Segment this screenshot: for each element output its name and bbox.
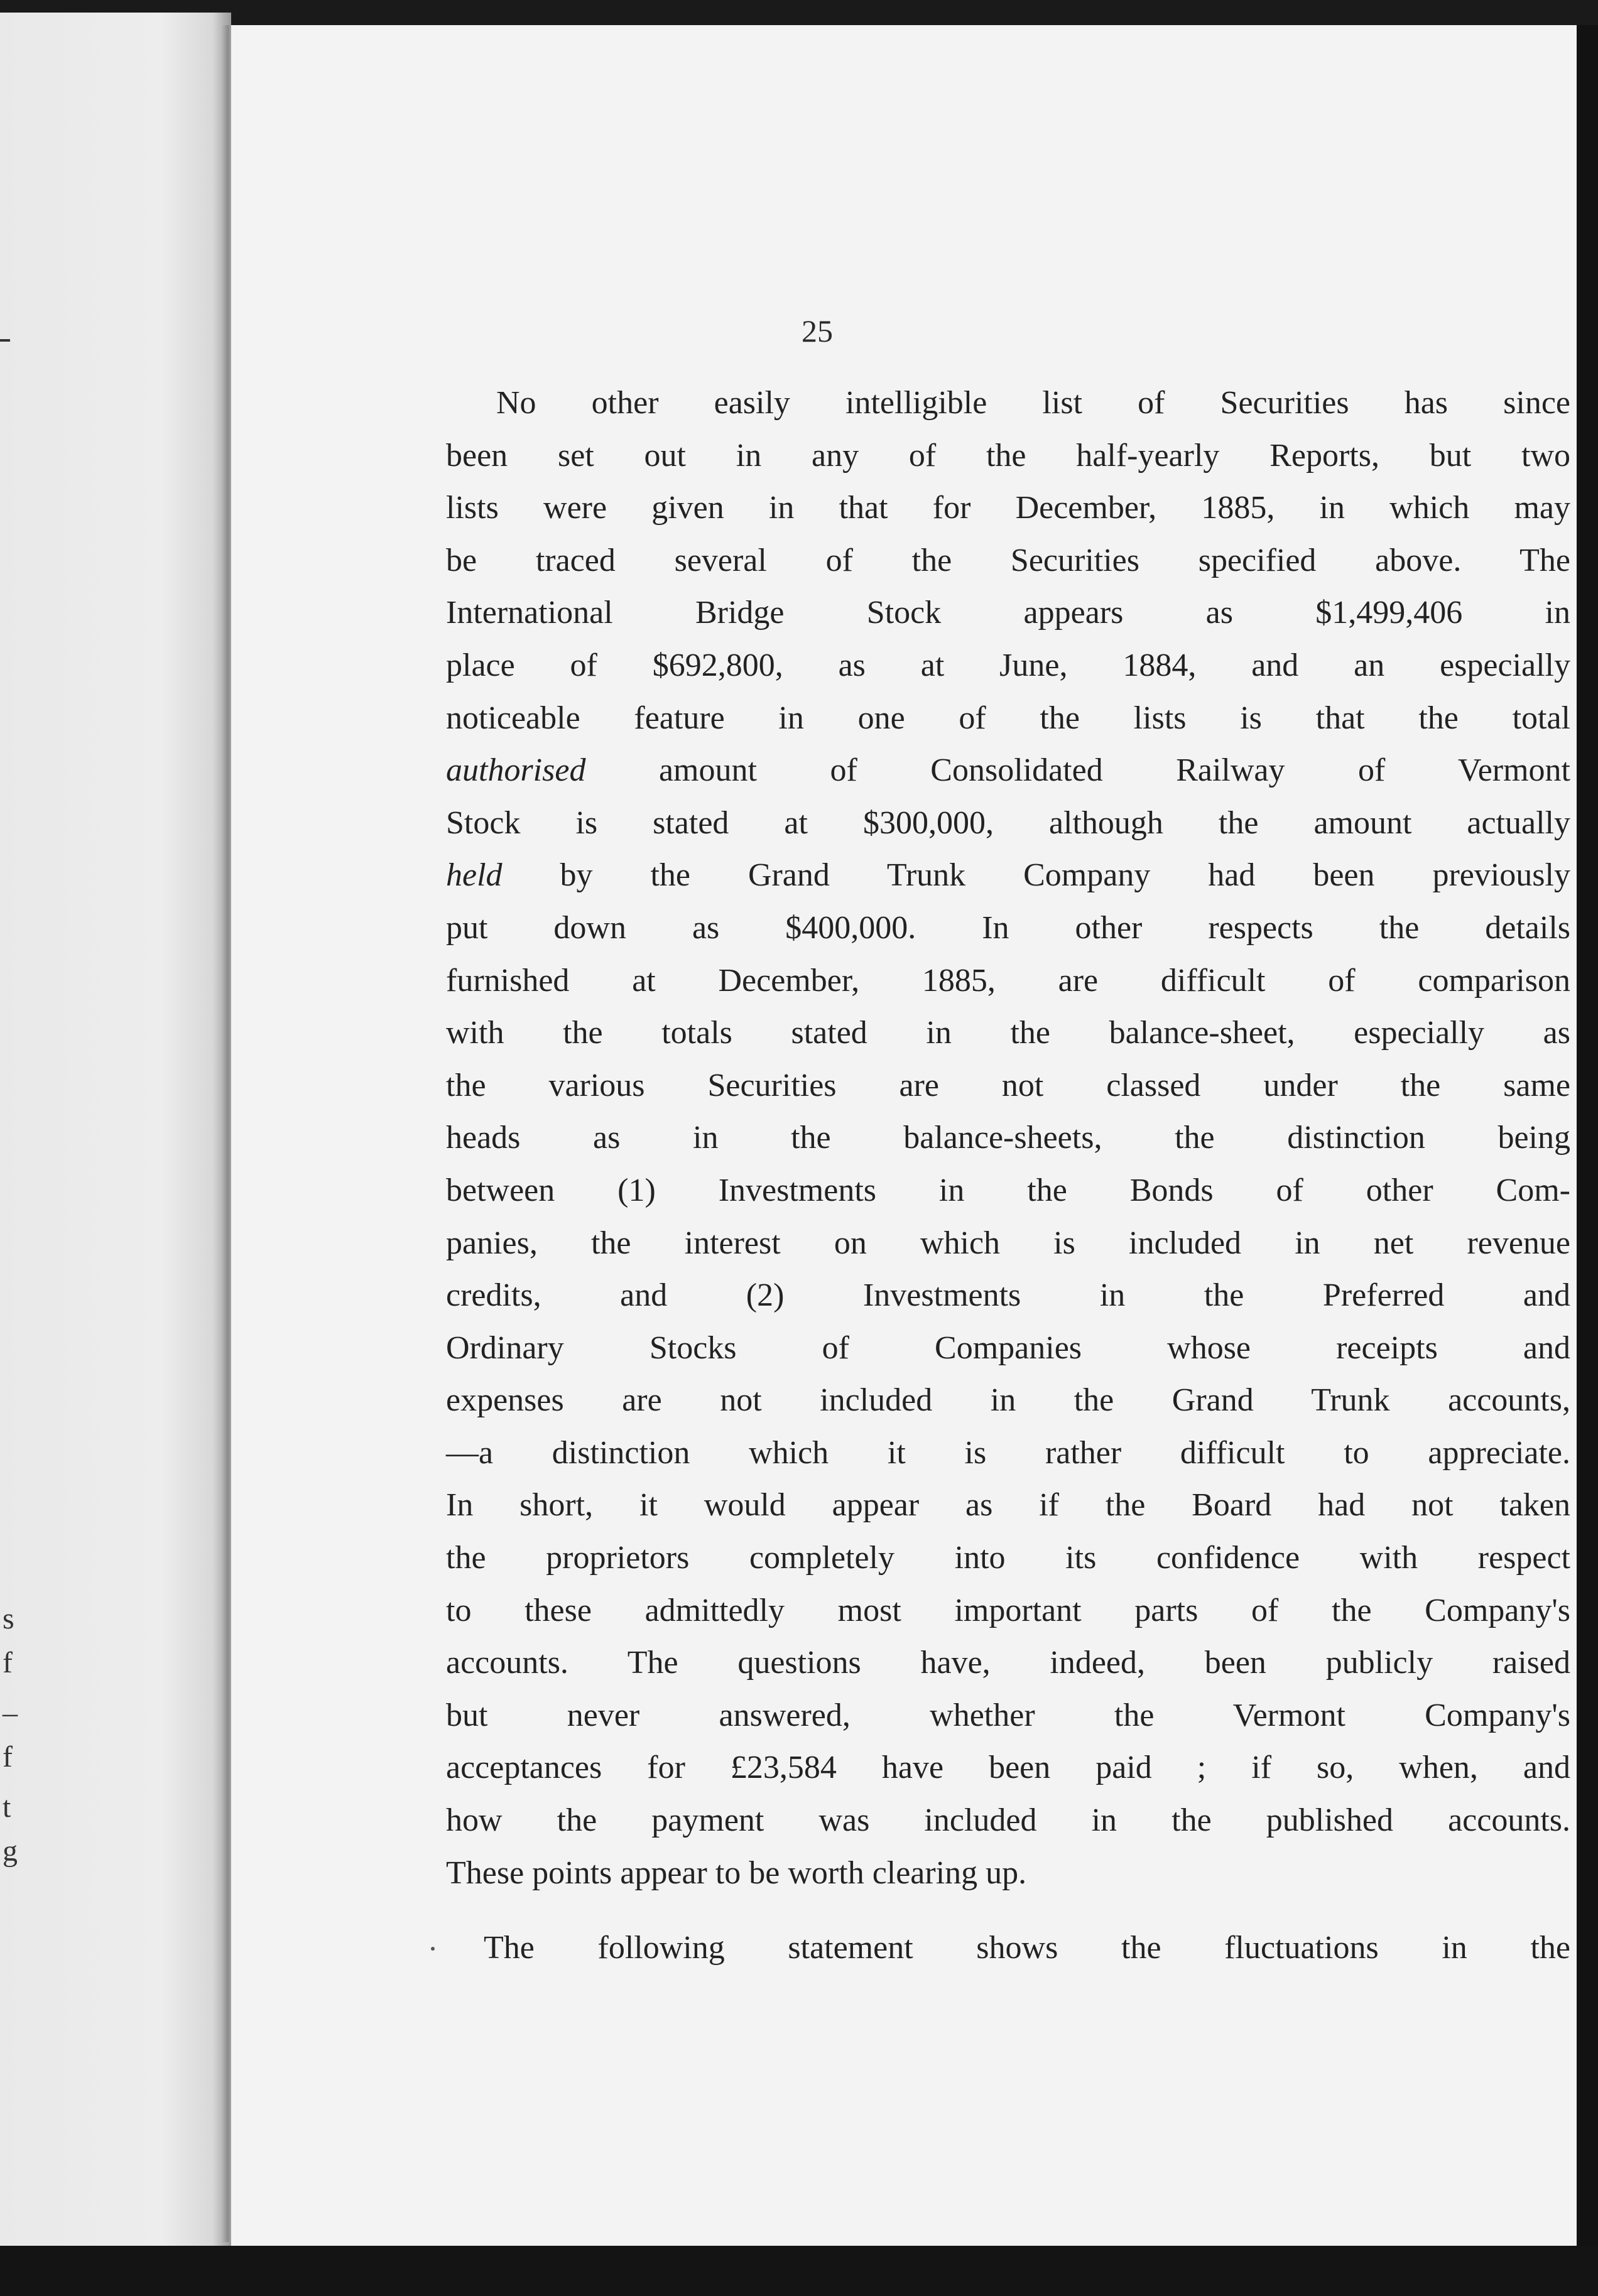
text-line: —a distinction which it is rather difficult to appreciate. [446,1434,1570,1471]
text-line: to these admittedly most important parts of the Company's [446,1592,1570,1628]
text-line: been set out in any of the half-yearly Reports, but two [446,437,1570,474]
italic-word: held [446,857,503,894]
text-line: lists were given in that for December, 1885, in which may [446,490,1570,526]
body-paragraph-2 [446,1922,1570,1974]
text-line: In short, it would appear as if the Board had not taken [446,1487,1570,1524]
text-line: held by the Grand Trunk Company had been previously [446,857,1570,894]
text-line: International Bridge Stock appears as $1,499,406 in [446,595,1570,631]
margin-fragment: t [3,1790,11,1824]
scan-border-right [1577,25,1598,2296]
right-page [231,25,1579,2248]
text-line: furnished at December, 1885, are difficult of comparison [446,962,1570,999]
text-line: put down as $400,000. In other respects the details [446,909,1570,946]
text-line: heads as in the balance-sheets, the distinction being [446,1120,1570,1156]
margin-dash [0,339,10,342]
left-margin-fragments [0,13,25,2248]
italic-word: authorised [446,752,586,789]
text-line: These points appear to be worth clearing up. [446,1855,1027,1891]
text-line: No other easily intelligible list of Securities has since [496,385,1570,421]
scan-border-bottom [0,2246,1598,2296]
text-line: be traced several of the Securities specified above. The [446,542,1570,578]
text-line: The following statement shows the fluctuations in the [484,1930,1570,1966]
body-paragraph-1 [446,377,1570,1899]
text-line: accounts. The questions have, indeed, been publicly raised [446,1645,1570,1681]
text-line: authorised amount of Consolidated Railway of Vermont [446,752,1570,789]
margin-fragment: f [3,1740,13,1773]
text-line: the various Securities are not classed under the same [446,1067,1570,1103]
text-line: credits, and (2) Investments in the Preferred and [446,1277,1570,1314]
margin-fragment: g [3,1834,18,1868]
text-line: with the totals stated in the balance-sheet, especially as [446,1015,1570,1051]
stray-ink-mark [431,1947,435,1951]
text-line: acceptances for £23,584 have been paid ; if so, when, and [446,1750,1570,1786]
margin-fragment: s [3,1602,14,1635]
text-line: but never answered, whether the Vermont Company's [446,1697,1570,1733]
text-line: panies, the interest on which is included in net revenue [446,1225,1570,1261]
text-line: between (1) Investments in the Bonds of other Com- [446,1172,1570,1208]
margin-fragment: f [3,1646,13,1679]
text-line: the proprietors completely into its confidence with respect [446,1540,1570,1576]
page-number: 25 [802,313,833,349]
text-line: Stock is stated at $300,000, although the amount actually [446,804,1570,841]
text-line: expenses are not included in the Grand Trunk accounts, [446,1382,1570,1419]
text-line: how the payment was included in the published accounts. [446,1802,1570,1839]
text-line: place of $692,800, as at June, 1884, and an especially [446,647,1570,683]
text-line: noticeable feature in one of the lists is that the total [446,700,1570,736]
margin-fragment: – [3,1696,18,1730]
text-line: Ordinary Stocks of Companies whose receipts and [446,1329,1570,1366]
